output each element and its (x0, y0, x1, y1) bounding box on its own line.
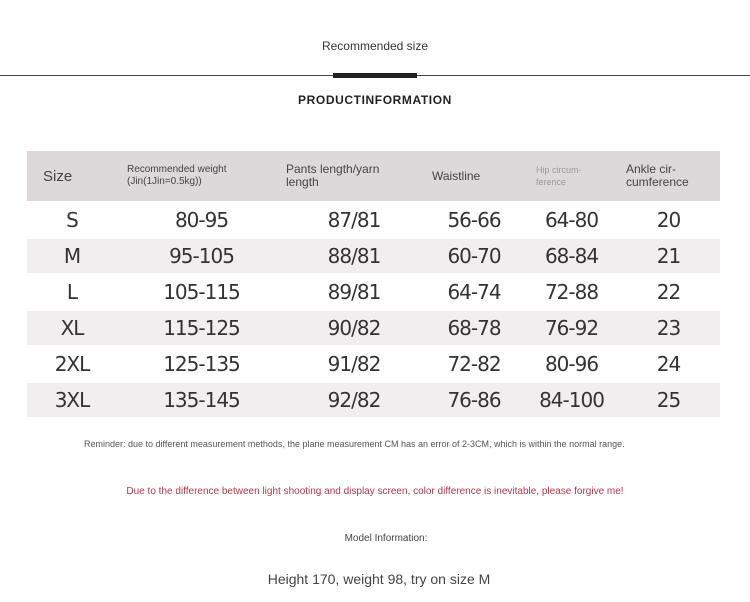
model-information-label: Model Information: (344, 533, 428, 544)
cell-size: 2XL (54, 352, 90, 376)
cell-waistline: 60-70 (422, 239, 526, 273)
cell-waistline: 56-66 (447, 208, 501, 232)
cell-ankle: 20 (656, 208, 681, 232)
cell-pants-length: 90/82 (286, 311, 422, 345)
column-header-ankle: Ankle cir- cumference (617, 151, 720, 201)
measurement-reminder: Reminder: due to different measurement methods, the plane measurement CM has an error of 2-3CM, which is within the normal range. (84, 439, 625, 449)
column-header-pants-length: Pants length/yarn length (286, 151, 422, 201)
cell-pants-length: 87/81 (327, 208, 381, 232)
cell-pants-length: 88/81 (286, 239, 422, 273)
table-row (27, 311, 720, 345)
cell-ankle: 23 (617, 311, 720, 345)
table-header-row (27, 151, 720, 201)
cell-hip: 76-92 (526, 311, 617, 345)
cell-pants-length: 91/82 (327, 352, 381, 376)
section-title: PRODUCTINFORMATION (298, 93, 452, 107)
cell-weight: 95-105 (117, 239, 286, 273)
cell-weight: 125-135 (163, 352, 240, 376)
color-difference-notice: Due to the difference between light shooting and display screen, color difference is inevitable, please forgive me! (126, 486, 624, 497)
cell-weight: 105-115 (163, 280, 240, 304)
cell-waistline: 72-82 (447, 352, 501, 376)
cell-size: S (66, 208, 78, 232)
cell-hip: 80-96 (544, 352, 599, 376)
table-row (27, 275, 720, 309)
table-row (27, 203, 720, 237)
cell-weight: 115-125 (117, 311, 286, 345)
cell-hip: 72-88 (544, 280, 599, 304)
cell-waistline: 68-78 (422, 311, 526, 345)
cell-ankle: 25 (617, 383, 720, 417)
divider-accent (333, 73, 417, 78)
size-chart-table (27, 149, 720, 419)
column-header-weight: Recommended weight (Jin(1Jin=0.5kg)) (117, 151, 286, 201)
cell-hip: 64-80 (544, 208, 599, 232)
column-header-hip: Hip circum- ference (526, 151, 617, 201)
cell-weight: 80-95 (174, 208, 229, 232)
cell-waistline: 64-74 (447, 280, 501, 304)
cell-pants-length: 89/81 (327, 280, 381, 304)
cell-hip: 68-84 (526, 239, 617, 273)
table-row (27, 383, 720, 417)
column-header-waistline: Waistline (422, 151, 526, 201)
table-row (27, 347, 720, 381)
cell-hip: 84-100 (526, 383, 617, 417)
cell-ankle: 22 (656, 280, 681, 304)
recommended-size-title: Recommended size (321, 39, 429, 53)
cell-pants-length: 92/82 (286, 383, 422, 417)
cell-weight: 135-145 (117, 383, 286, 417)
cell-waistline: 76-86 (422, 383, 526, 417)
cell-ankle: 21 (617, 239, 720, 273)
cell-size: XL (27, 311, 117, 345)
cell-size: M (27, 239, 117, 273)
cell-size: L (66, 280, 78, 304)
cell-size: 3XL (27, 383, 117, 417)
column-header-size: Size (27, 151, 117, 201)
table-row (27, 239, 720, 273)
cell-ankle: 24 (656, 352, 681, 376)
model-information-text: Height 170, weight 98, try on size M (267, 571, 491, 587)
